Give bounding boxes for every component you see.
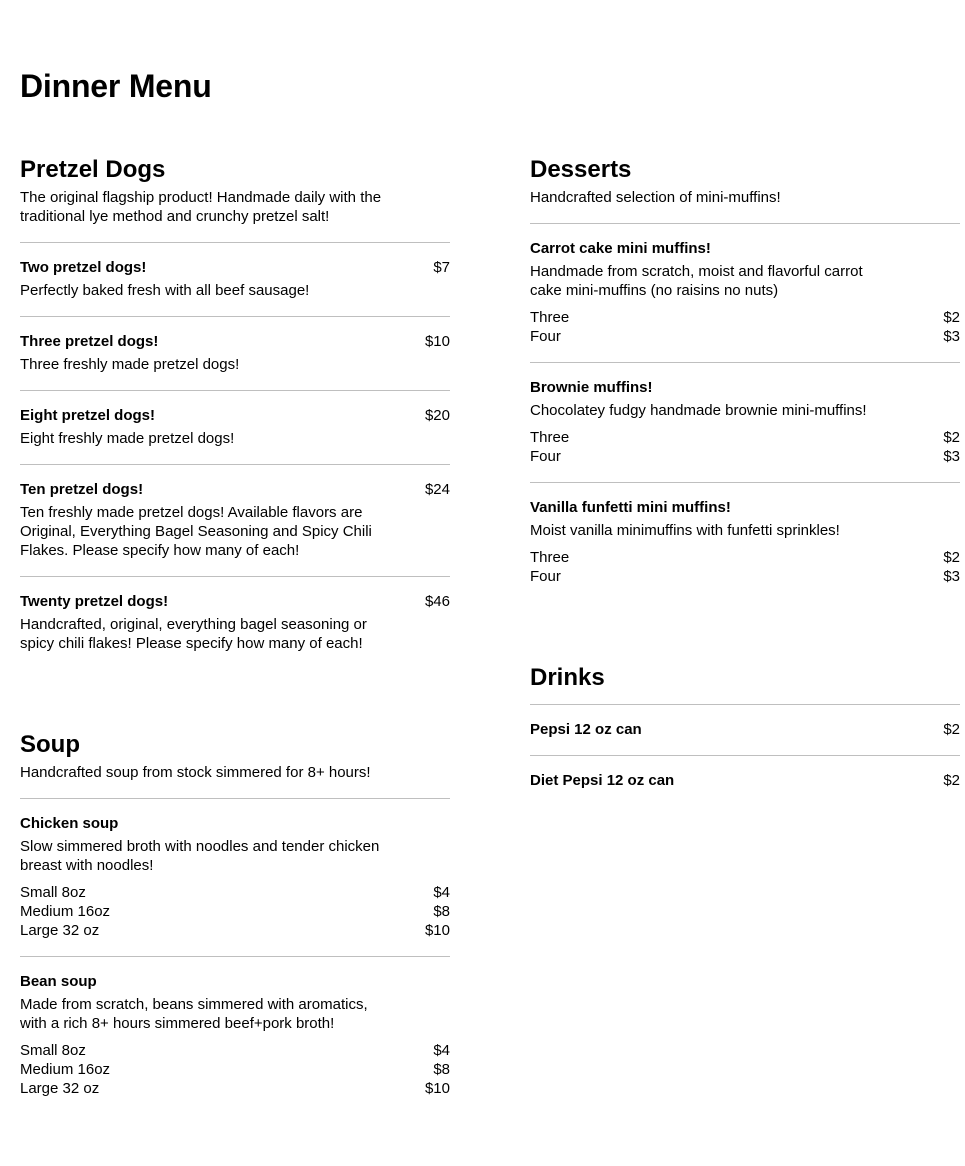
- option-label: Four: [530, 448, 561, 465]
- option-price: $3: [943, 448, 960, 465]
- menu-item-name: Vanilla funfetti mini muffins!: [530, 499, 731, 516]
- menu-items-list: [20, 242, 450, 669]
- menu-item[interactable]: [20, 576, 450, 669]
- menu-item-header: [530, 378, 960, 397]
- option-price: $3: [943, 328, 960, 345]
- menu-item-header: [530, 771, 960, 790]
- menu-item-description: Handcrafted, original, everything bagel seasoning or spicy chili flakes! Please specify how many of each!: [20, 616, 367, 652]
- option-label: Medium 16oz: [20, 903, 111, 920]
- option-price: $4: [433, 1042, 450, 1059]
- option-label: Four: [530, 328, 561, 345]
- menu-item[interactable]: [530, 223, 960, 362]
- option-row: [530, 308, 960, 327]
- option-row: [20, 902, 450, 921]
- option-row: [20, 883, 450, 902]
- section-title: Pretzel Dogs: [20, 156, 166, 183]
- option-price: $10: [424, 1080, 450, 1097]
- menu-item-description: Chocolatey fudgy handmade brownie mini-muffins!: [530, 402, 867, 419]
- option-row: [530, 428, 960, 447]
- section-title: Desserts: [530, 156, 632, 183]
- menu-item-name: Brownie muffins!: [530, 379, 653, 396]
- option-label: Three: [530, 429, 570, 446]
- option-row: [20, 1079, 450, 1098]
- menu-item-name: Two pretzel dogs!: [20, 259, 147, 276]
- option-price: $8: [433, 903, 450, 920]
- option-label: Three: [530, 549, 570, 566]
- menu-item-price: $10: [424, 333, 450, 350]
- section-title: Soup: [20, 731, 80, 758]
- menu-item-price: $20: [424, 407, 450, 424]
- menu-item-header: [20, 406, 450, 425]
- menu-item-header: [20, 592, 450, 611]
- menu-item[interactable]: [20, 464, 450, 576]
- menu-item-name: Twenty pretzel dogs!: [20, 593, 169, 610]
- menu-item-options: [530, 548, 960, 586]
- option-row: [530, 567, 960, 586]
- section-pretzel-dogs: [20, 154, 450, 669]
- menu-item-description: Handmade from scratch, moist and flavorful carrot cake mini-muffins (no raisins no nuts): [530, 263, 863, 299]
- option-price: $2: [943, 309, 960, 326]
- left-column: [20, 150, 450, 1114]
- section-soup: [20, 729, 450, 1114]
- menu-item-description: Eight freshly made pretzel dogs!: [20, 430, 235, 447]
- menu-item[interactable]: [20, 390, 450, 464]
- menu-item-header: [530, 720, 960, 739]
- page-title: Dinner Menu: [20, 68, 212, 104]
- option-label: Large 32 oz: [20, 1080, 100, 1097]
- menu-item-description: Three freshly made pretzel dogs!: [20, 356, 240, 373]
- menu-item[interactable]: [20, 316, 450, 390]
- menu-item-description: Moist vanilla minimuffins with funfetti sprinkles!: [530, 522, 840, 539]
- menu-item[interactable]: [20, 956, 450, 1114]
- option-row: [20, 1060, 450, 1079]
- menu-item-options: [530, 308, 960, 346]
- menu-item-price: $46: [424, 593, 450, 610]
- menu-item-name: Pepsi 12 oz can: [530, 721, 642, 738]
- menu-item[interactable]: [530, 704, 960, 755]
- option-label: Small 8oz: [20, 884, 86, 901]
- option-row: [530, 327, 960, 346]
- option-price: $2: [943, 429, 960, 446]
- section-description: Handcrafted soup from stock simmered for 8+ hours!: [20, 764, 371, 781]
- menu-item-header: [530, 498, 960, 517]
- option-row: [20, 921, 450, 940]
- right-column: [530, 150, 960, 806]
- menu-item-name: Carrot cake mini muffins!: [530, 240, 711, 257]
- menu-item-name: Bean soup: [20, 973, 97, 990]
- menu-item-options: [20, 883, 450, 940]
- menu-item-name: Ten pretzel dogs!: [20, 481, 144, 498]
- menu-item-price: $2: [943, 772, 960, 789]
- menu-item-description: Perfectly baked fresh with all beef sausage!: [20, 282, 310, 299]
- option-price: $10: [424, 922, 450, 939]
- menu-item-price: $7: [433, 259, 450, 276]
- menu-item-name: Three pretzel dogs!: [20, 333, 159, 350]
- option-price: $8: [433, 1061, 450, 1078]
- menu-items-list: [530, 704, 960, 806]
- option-price: $4: [433, 884, 450, 901]
- menu-item-header: [20, 814, 450, 833]
- section-description: Handcrafted selection of mini-muffins!: [530, 189, 781, 206]
- menu-item[interactable]: [20, 798, 450, 956]
- option-label: Three: [530, 309, 570, 326]
- menu-item-price: $24: [424, 481, 450, 498]
- section-drinks: [530, 662, 960, 806]
- option-label: Four: [530, 568, 561, 585]
- option-row: [20, 1041, 450, 1060]
- menu-item-name: Chicken soup: [20, 815, 119, 832]
- option-label: Small 8oz: [20, 1042, 86, 1059]
- option-label: Large 32 oz: [20, 922, 100, 939]
- menu-item-description: Made from scratch, beans simmered with aromatics, with a rich 8+ hours simmered beef+pork broth!: [20, 996, 368, 1032]
- option-row: [530, 447, 960, 466]
- menu-items-list: [530, 223, 960, 602]
- menu-item-options: [20, 1041, 450, 1098]
- menu-item-header: [20, 258, 450, 277]
- menu-items-list: [20, 798, 450, 1114]
- menu-item[interactable]: [530, 755, 960, 806]
- section-desserts: [530, 154, 960, 602]
- menu-item-description: Slow simmered broth with noodles and tender chicken breast with noodles!: [20, 838, 380, 874]
- menu-item-name: Diet Pepsi 12 oz can: [530, 772, 675, 789]
- menu-item[interactable]: [530, 482, 960, 602]
- menu-item-header: [20, 332, 450, 351]
- option-label: Medium 16oz: [20, 1061, 111, 1078]
- section-description: The original flagship product! Handmade daily with the traditional lye method and crunchy pretzel salt!: [20, 189, 382, 225]
- menu-item[interactable]: [530, 362, 960, 482]
- menu-item-header: [20, 480, 450, 499]
- menu-item-name: Eight pretzel dogs!: [20, 407, 155, 424]
- menu-item-options: [530, 428, 960, 466]
- menu-item-price: $2: [943, 721, 960, 738]
- menu-item-description: Ten freshly made pretzel dogs! Available flavors are Original, Everything Bagel Seasoning and Spicy Chili Flakes. Please specify how many of each!: [20, 504, 372, 559]
- menu-item-header: [530, 239, 960, 258]
- menu-item[interactable]: [20, 242, 450, 316]
- option-price: $2: [943, 549, 960, 566]
- menu-item-header: [20, 972, 450, 991]
- section-title: Drinks: [530, 664, 605, 691]
- option-price: $3: [943, 568, 960, 585]
- option-row: [530, 548, 960, 567]
